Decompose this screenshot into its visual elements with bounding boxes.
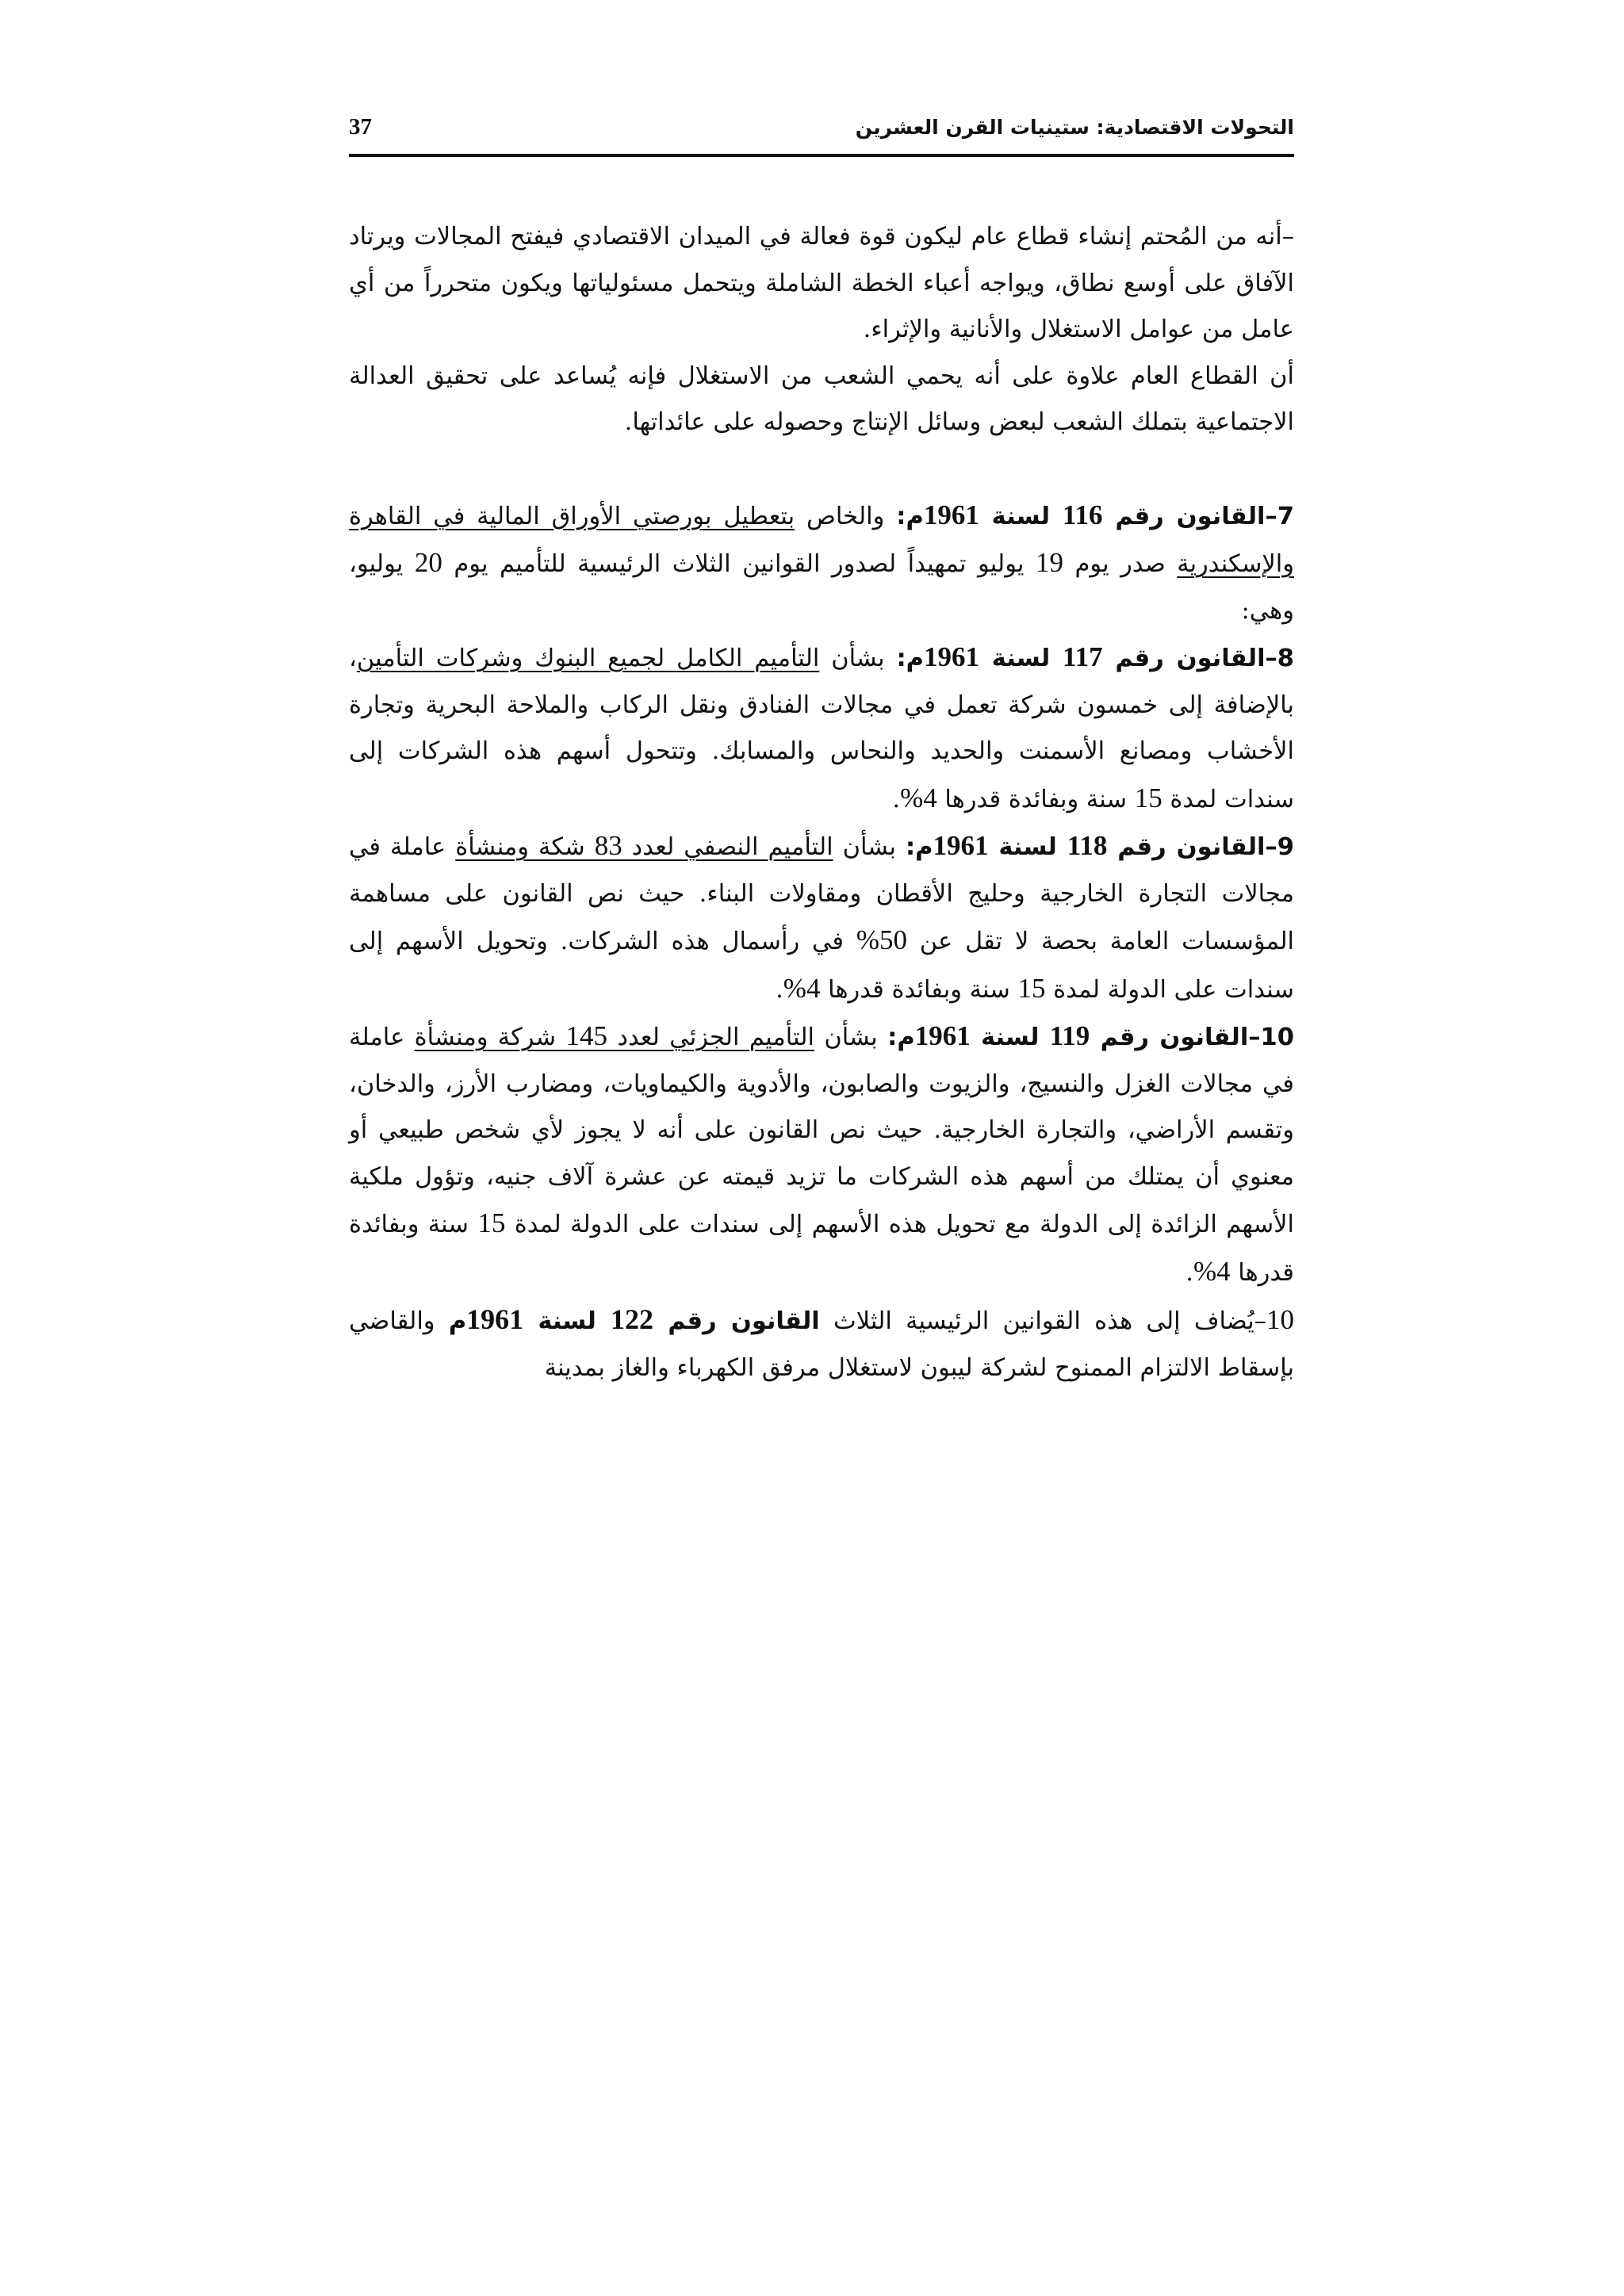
law-9-heading-text: لسنة <box>988 833 1067 861</box>
law-7-heading-text: لسنة <box>979 502 1063 530</box>
running-header <box>349 105 1294 149</box>
law-8-year: 1961 <box>924 641 980 672</box>
running-title: التحولات الاقتصادية: ستينيات القرن العشرين <box>855 115 1294 139</box>
page-number: 37 <box>349 113 372 140</box>
law-9-interest-rate: 4% <box>783 972 821 1004</box>
header-rule <box>349 154 1294 157</box>
addendum-law-text: القانون رقم <box>653 1307 820 1335</box>
law-10-company-count: 145 <box>565 1020 607 1051</box>
addendum-text: والقاضي بإسقاط الالتزام الممنوح لشركة ليبون لاستغلال مرفق الكهرباء والغاز بمدينة <box>349 1307 1294 1382</box>
law-10-text: . <box>1185 1258 1193 1287</box>
law-10-bond-years: 15 <box>477 1207 506 1238</box>
law-10-number: 119 <box>1049 1020 1090 1051</box>
law-10-underlined-text: التأميم الجزئي لعدد <box>607 1024 814 1051</box>
law-10-text: عاملة في مجالات الغزل والنسيج، والزيوت والصابون، والأدوية والكيماويات، ومضارب الأرز، والدخان، وتقسم الأراضي، والتجارة الخارجية. حيث نص القانون على أنه لا يجوز لأي شخص طبيعي أو معنوي أن يمتلك من أسهم هذه الشركات ما تزيد قيمته عن عشرة آلاف جنيه، وتؤول ملكية الأسهم الزائدة إلى الدولة مع تحويل هذه الأسهم إلى سندات على الدولة لمدة <box>349 1024 1295 1238</box>
law-9-bond-years: 15 <box>1017 972 1046 1004</box>
law-8-underlined-subject: التأميم الكامل لجميع البنوك وشركات التأمين <box>356 645 820 672</box>
law-8-heading-text: 8–القانون رقم <box>1102 645 1295 672</box>
law-7-heading-text: 7–القانون رقم <box>1102 502 1294 530</box>
law-9-heading <box>905 830 1294 861</box>
law-9-underlined-text: شكة ومنشأة <box>455 833 595 861</box>
law-7-text: صدر يوم <box>1063 550 1178 578</box>
law-8-number: 117 <box>1063 641 1103 672</box>
paragraph-law-7 <box>349 492 1294 635</box>
law-9-year: 1961 <box>933 830 989 861</box>
law-7-heading <box>896 499 1294 530</box>
law-9-number: 118 <box>1067 830 1108 861</box>
law-9-text: في رأسمال هذه الشركات. وتحويل الأسهم إلى سندات على الدولة لمدة <box>349 928 1294 1004</box>
law-8-text: سنة وبفائدة قدرها <box>936 785 1135 813</box>
law-8-heading <box>896 641 1295 672</box>
law-8-heading-text: م: <box>896 645 925 672</box>
addendum-number: 10 <box>1266 1304 1294 1335</box>
law-8-bond-years: 15 <box>1134 782 1162 813</box>
law-7-day: 20 <box>414 547 442 578</box>
law-10-text: سنة وبفائدة قدرها <box>349 1211 1294 1287</box>
law-8-text: . <box>892 785 901 813</box>
law-9-text: . <box>776 975 783 1004</box>
paragraph-public-sector-necessity: –أنه من المُحتم إنشاء قطاع عام ليكون قوة فعالة في الميدان الاقتصادي فيفتح المجالات ويرتاد الآفاق على أوسع نطاق، ويواجه أعباء الخطة الشاملة ويتحمل مسئولياتها ويكون متحرراً من أي عامل من عوامل الاستغلال والأنانية والإثراء. <box>349 223 1294 343</box>
paragraph-law-8 <box>349 634 1294 823</box>
paragraph-public-sector-justice: أن القطاع العام علاوة على أنه يحمي الشعب من الاستغلال فإنه يُساعد على تحقيق العدالة الاجتماعية بتملك الشعب لبعض وسائل الإنتاج وحصوله على عائداتها. <box>349 362 1294 436</box>
addendum-law-year: 1961 <box>466 1303 524 1335</box>
law-9-text: بشأن <box>833 833 906 861</box>
law-8-text: ، بالإضافة إلى خمسون شركة تعمل في مجالات الفنادق ونقل الركاب والملاحة البحرية وتجارة الأخشاب ومصانع الأسمنت والحديد والنحاس والمسابك. وتتحول أسهم هذه الشركات إلى سندات لمدة <box>349 645 1294 813</box>
law-10-underlined-subject <box>414 1020 814 1051</box>
law-9-company-count: 83 <box>594 830 622 861</box>
law-10-heading-text: 10–القانون رقم <box>1090 1024 1294 1051</box>
addendum-law-number: 122 <box>611 1303 653 1335</box>
law-7-year: 1961 <box>923 499 979 530</box>
paragraph-law-10 <box>349 1013 1294 1296</box>
law-9-heading-text: م: <box>905 833 933 861</box>
paragraph-law-9 <box>349 823 1294 1013</box>
law-7-text: يوليو تمهيداً لصدور القوانين الثلاث الرئيسية للتأميم يوم <box>442 550 1036 578</box>
law-7-heading-text: م: <box>896 502 924 530</box>
law-9-share-percent: 50% <box>856 924 907 955</box>
law-10-heading-text: م: <box>887 1024 915 1051</box>
law-9-underlined-text: التأميم النصفي لعدد <box>622 833 833 861</box>
law-10-heading-text: لسنة <box>970 1024 1050 1051</box>
law-8-interest-rate: 4% <box>900 782 937 813</box>
document-page <box>349 0 1294 2296</box>
law-7-number: 116 <box>1062 499 1103 530</box>
law-10-interest-rate: 4% <box>1193 1255 1231 1287</box>
law-9-heading-text: 9–القانون رقم <box>1107 833 1294 861</box>
law-7-text: يوليو، وهي: <box>349 550 1294 625</box>
law-9-underlined-subject <box>455 830 833 861</box>
law-10-underlined-text: شركة ومنشأة <box>414 1024 566 1051</box>
law-10-heading <box>887 1020 1294 1051</box>
addendum-law-text: م <box>448 1307 467 1335</box>
law-7-day: 19 <box>1035 547 1063 578</box>
body-text <box>349 214 1294 1391</box>
law-7-text: والخاص <box>795 502 897 530</box>
law-8-heading-text: لسنة <box>979 645 1063 672</box>
paragraph-addendum <box>349 1296 1294 1391</box>
law-10-year: 1961 <box>914 1020 971 1051</box>
law-10-text: بشأن <box>814 1024 888 1051</box>
law-9-text: عاملة في مجالات التجارة الخارجية وحليج الأقطان ومقاولات البناء. حيث نص القانون على مساهمة المؤسسات العامة بحصة لا تقل عن <box>349 833 1294 955</box>
paragraph-gap <box>349 446 1294 492</box>
law-9-text: سنة وبفائدة قدرها <box>820 975 1018 1004</box>
addendum-law-reference <box>448 1303 820 1335</box>
law-7-underlined-subject: بتعطيل بورصتي الأوراق المالية في القاهرة والإسكندرية <box>349 502 1294 578</box>
addendum-law-text: لسنة <box>523 1307 611 1335</box>
law-8-text: بشأن <box>819 645 897 672</box>
addendum-text: –يُضاف إلى هذه القوانين الرئيسية الثلاث <box>819 1307 1266 1335</box>
